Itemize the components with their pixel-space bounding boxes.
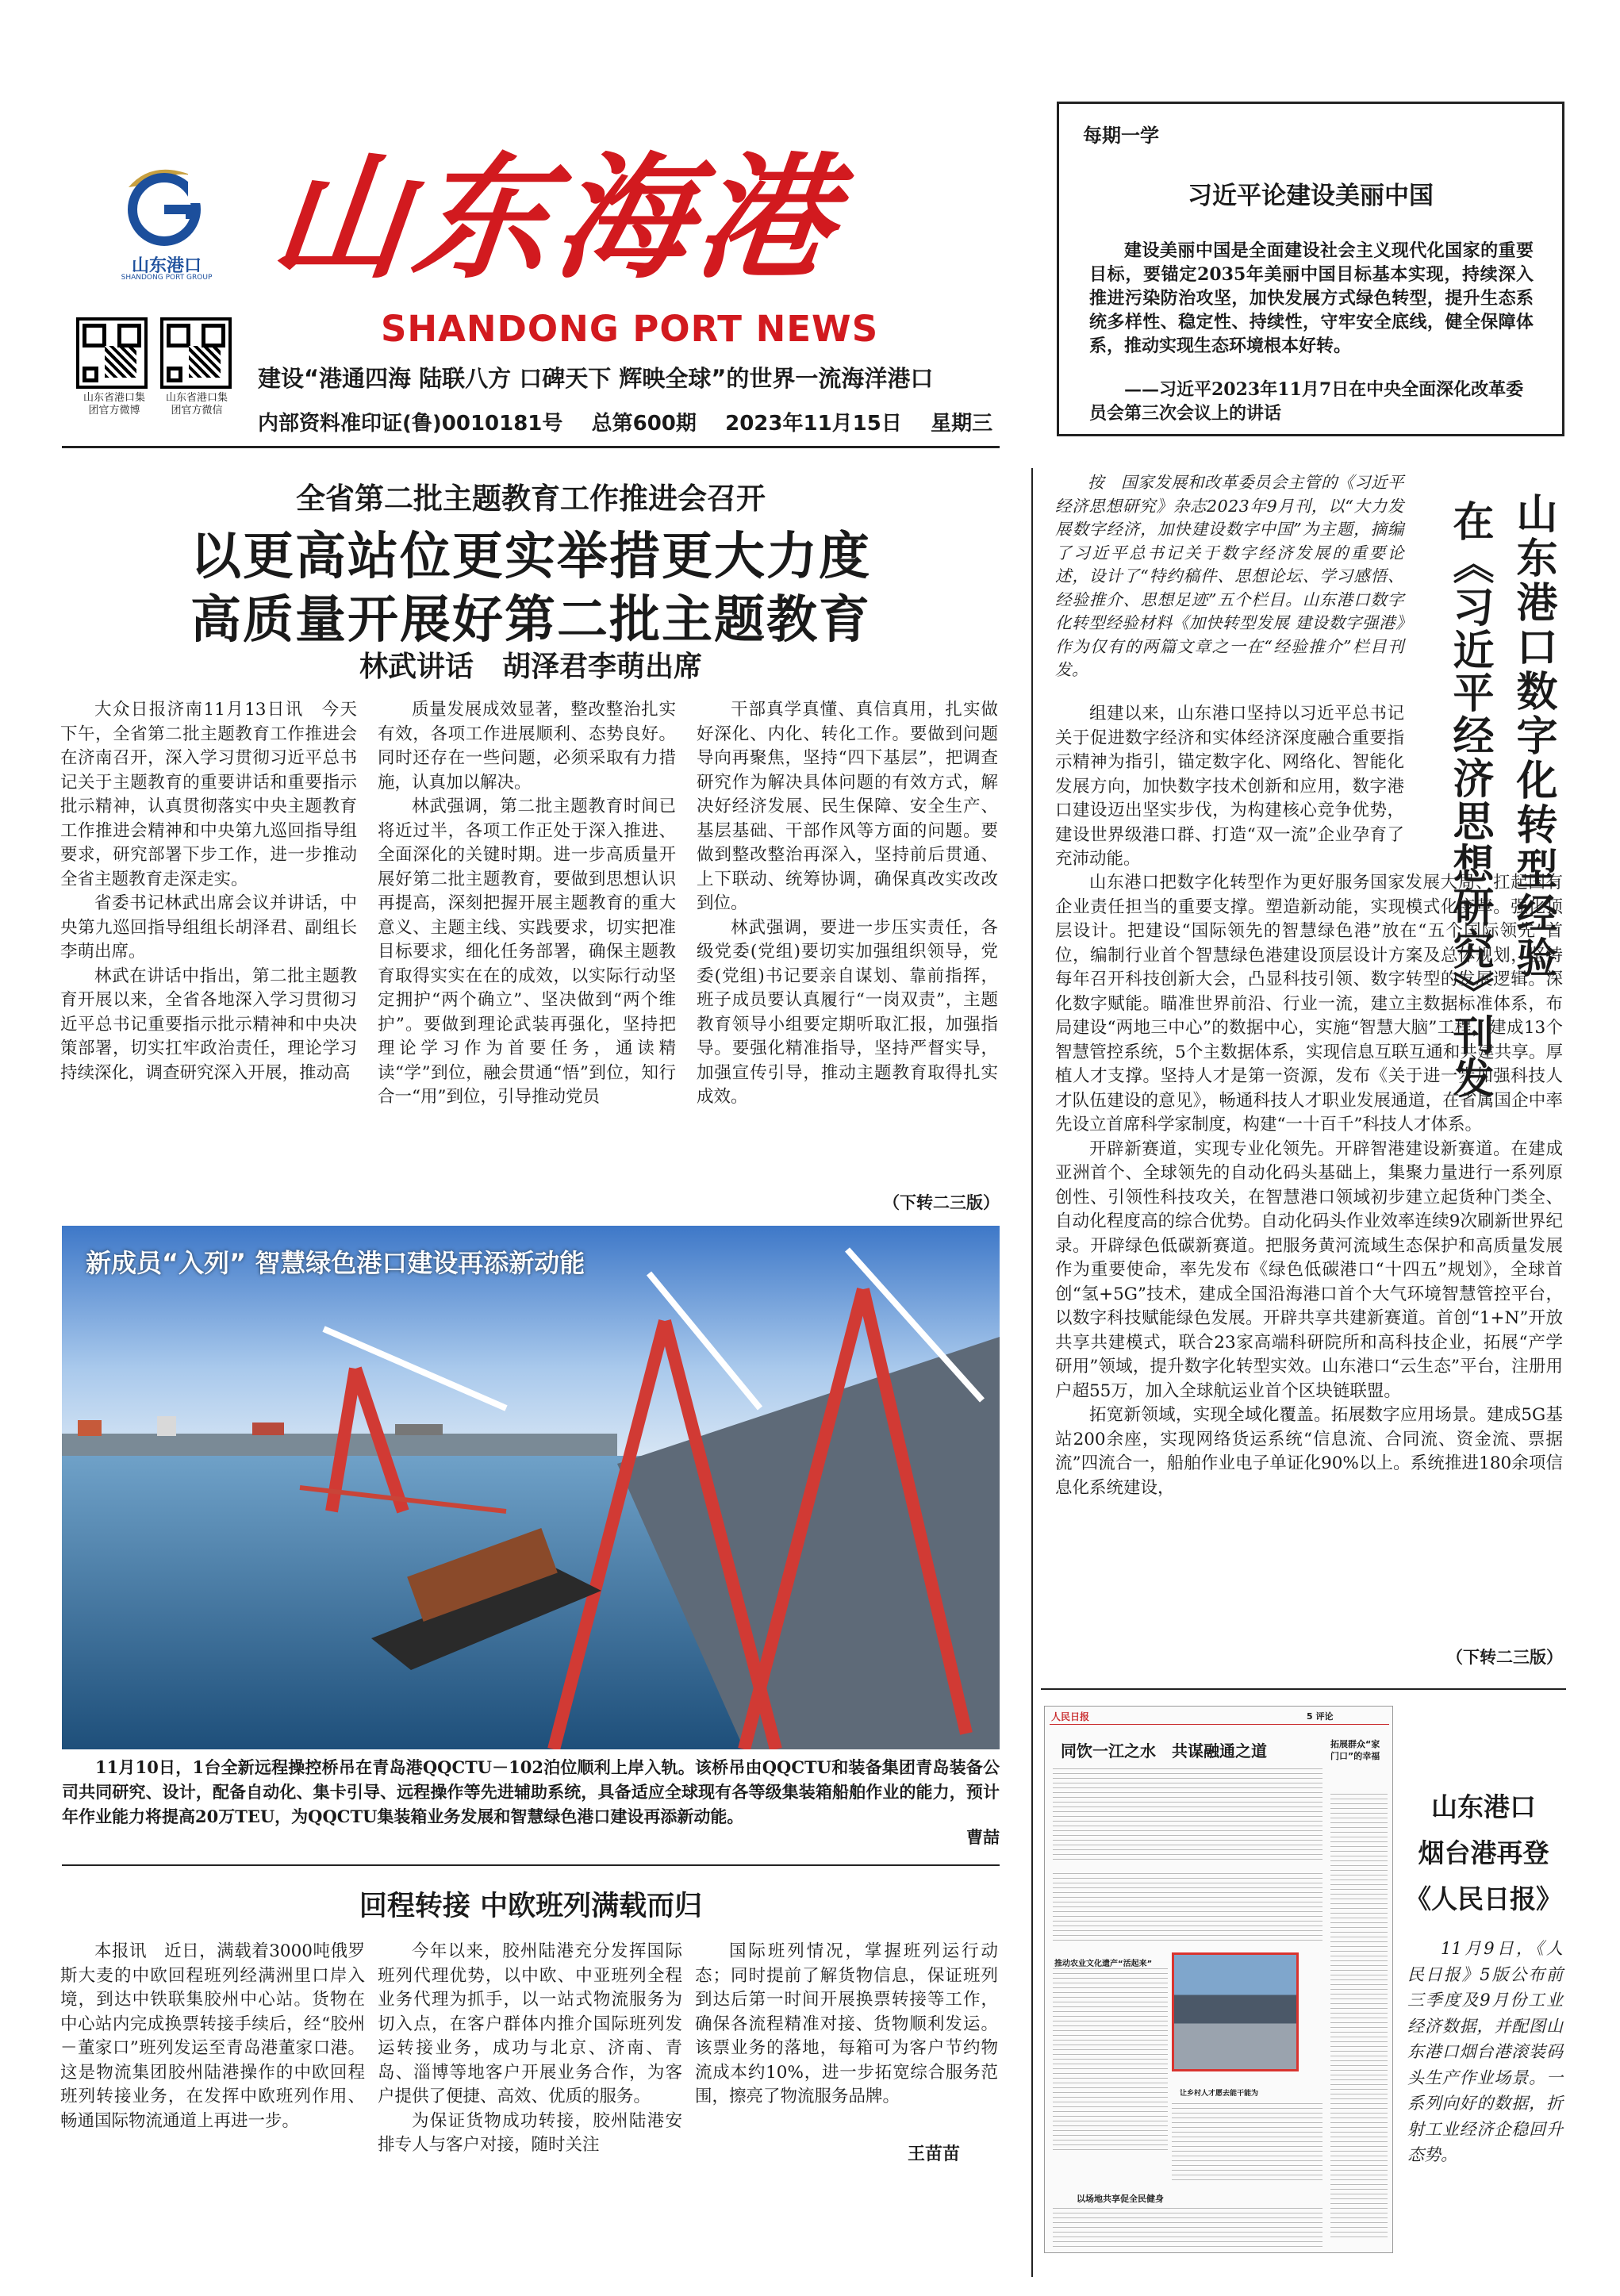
lead-kicker: 全省第二批主题教育工作推进会召开 bbox=[296, 482, 766, 516]
railway-paragraph: 今年以来，胶州陆港充分发挥国际班列代理优势，以中欧、中亚班列全程业务代理为抓手，以一站式物流服务为切入点，在客户群体内推介国际班列发运转接业务，成功与北京、济南、青岛、淄博等地客户开展业务合作，为客户提供了便捷、高效、优质的服务。 bbox=[378, 1941, 682, 2106]
qr-code-weibo bbox=[76, 317, 148, 389]
clip-side-head: 拓展群众“家门口”的幸福 bbox=[1330, 1739, 1380, 1761]
clip-section: 5 评论 bbox=[1307, 1711, 1334, 1722]
photo-credit: 曹喆 bbox=[966, 1827, 1000, 1847]
clip-bottom-head: 以场地共享促全民健身 bbox=[1077, 2194, 1164, 2204]
digital-note: 按 国家发展和改革委员会主管的《习近平经济思想研究》杂志2023年9月刊，以“大力发展数字经济，加快建设数字中国”为主题，摘编了习近平总书记关于数字经济发展的重要论述，设计了“特约稿件、思想论坛、学习感悟、经验推介、思想足迹”五个栏目。山东港口数字化转型经验材料《加快转型发展 建设数字强港》作为仅有的两篇文章之一在“经验推介”栏目刊发。 bbox=[1055, 473, 1404, 679]
lead-column-2 bbox=[378, 698, 676, 1222]
quote-tag: 每期一学 bbox=[1083, 125, 1159, 147]
quote-body: 建设美丽中国是全面建设社会主义现代化国家的重要目标，要锚定2035年美丽中国目标基本实现，持续深入推进污染防治攻坚，加快发展方式绿色转型，提升生态系统多样性、稳定性、持续性，守牢安全底线，健全保障体系，推动实现生态环境根本好转。 bbox=[1089, 240, 1534, 356]
port-crane-photo bbox=[62, 1226, 1000, 1749]
column-rule bbox=[1031, 468, 1033, 2277]
qr-code-wechat bbox=[160, 317, 232, 389]
digital-body-top: 组建以来，山东港口坚持以习近平总书记关于促进数字经济和实体经济深度融合重要指示精神为指引，锚定数字化、网络化、智能化发展方向，加快数字技术创新和应用，数字港口建设迈出坚实步伐，为构建核心竞争优势，建设世界级港口群、打造“双一流”企业孕育了充沛动能。 bbox=[1055, 704, 1404, 869]
lead-jump: （下转二三版） bbox=[883, 1192, 1000, 1212]
digital-paragraph: 开辟新赛道，实现专业化领先。开辟智港建设新赛道。在建成亚洲首个、全球领先的自动化码头基础上，集聚力量进行一系列原创性、引领性科技攻关，在智慧港口领域初步建立起货种门类全、自动化程度高的综合优势。自动化码头作业效率连续9次刷新世界纪录。开辟绿色低碳新赛道。把服务黄河流域生态保护和高质量发展作为重要使命，率先发布《绿色低碳港口“十四五”规划》，全球首创“氢+5G”技术，建成全国沿海港口首个大气环境智慧管控平台，以数字科技赋能绿色发展。开辟共享共建新赛道。首创“1+N”开放共享共建模式，联合23家高端科研院所和高科技企业，拓展“产学研用”领域，提升数字化转型实效。山东港口“云生态”平台，注册用户超55万，加入全球航运业首个区块链联盟。 bbox=[1055, 1138, 1563, 1401]
lead-paragraph: 省委书记林武出席会议并讲话，中央第九巡回指导组组长胡泽君、副组长李萌出席。 bbox=[60, 893, 357, 962]
people-daily-headline-2: 烟台港再登 bbox=[1418, 1837, 1549, 1868]
clip-photo-frame bbox=[1172, 1952, 1299, 2071]
clip-headline: 同饮一江之水 共谋融通之道 bbox=[1061, 1741, 1267, 1760]
logo-subtext: SHANDONG PORT GROUP bbox=[121, 274, 213, 282]
railway-author: 王苗苗 bbox=[907, 2144, 960, 2164]
quote-box bbox=[1057, 102, 1564, 436]
photo-caption: 11月10日，1台全新远程操控桥吊在青岛港QQCTU－102泊位顺利上岸入轨。该桥吊由QQCTU和装备集团青岛装备公司共同研究、设计，配备自动化、集卡引导、远程操作等先进辅助系统，具备适应全球现有各等级集装箱船舶作业的能力，预计年作业能力将提高20万TEU，为QQCTU集装箱业务发展和智慧绿色港口建设再添新动能。 bbox=[62, 1757, 1000, 1826]
lead-headline-2: 高质量开展好第二批主题教育 bbox=[190, 591, 871, 650]
quote-title: 习近平论建设美丽中国 bbox=[1188, 182, 1434, 210]
lead-paragraph: 林武在讲话中指出，第二批主题教育开展以来，全省各地深入学习贯彻习近平总书记重要指示批示精神和中央决策部署，切实扛牢政治责任，理论学习持续深化，调查研究深入开展，推动高 bbox=[60, 966, 357, 1083]
logo-text: 山东港口 bbox=[131, 256, 202, 276]
issue-weekday: 星期三 bbox=[931, 412, 993, 436]
railway-headline: 回程转接 中欧班列满载而归 bbox=[359, 1891, 703, 1922]
people-daily-body: 11月9日，《人民日报》5版公布前三季度及9月份工业经济数据，并配图山东港口烟台港滚装码头生产作业场景。一系列向好的数据，折射工业经济企稳回升态势。 bbox=[1407, 1939, 1563, 2164]
clip-text-lines bbox=[1053, 1768, 1322, 1864]
masthead-title-en: SHANDONG PORT NEWS bbox=[381, 308, 879, 350]
logo-icon bbox=[113, 155, 216, 247]
lead-column-1 bbox=[60, 698, 357, 1222]
lead-paragraph: 林武强调，第二批主题教育时间已将近过半，各项工作正处于深入推进、全面深化的关键时期。进一步高质量开展好第二批主题教育，要做到思想认识再提高，深刻把握开展主题教育的重大意义、主题主线、实践要求，切实把准目标要求，细化任务部署，确保主题教育取得实实在在的成效，以实际行动坚定拥护“两个确立”、坚决做到“两个维护”。要做到理论武装再强化，坚持把理论学习作为首要任务，通读精读“学”到位，融会贯通“悟”到位，知行合一“用”到位，引导推动党员 bbox=[378, 797, 676, 1107]
railway-column-1: 本报讯 近日，满载着3000吨俄罗斯大麦的中欧回程班列经满洲里口岸入境，到达中铁联集胶州中心站。货物在中心站内完成换票转接手续后，经“胶州－董家口”班列发运至青岛港董家口港。这是物流集团胶州陆港操作的中欧回程班列转接业务，在发挥中欧班列作用、畅通国际物流通道上再进一步。 bbox=[60, 1941, 365, 2131]
railway-paragraph: 为保证货物成功转接，胶州陆港安排专人与客户对接，随时关注 bbox=[378, 2110, 682, 2155]
digital-jump: （下转二三版） bbox=[1396, 1645, 1563, 1668]
masthead-title: 山东海港 bbox=[265, 139, 847, 298]
masthead-divider bbox=[62, 446, 1000, 448]
lead-paragraph: 干部真学真懂、真信真用，扎实做好深化、内化、转化工作。要做到问题导向再聚焦，坚持“四下基层”，把调查研究作为解决具体问题的有效方式，解决好经济发展、民生保障、安全生产、基层基础、干部作风等方面的问题。要做到整改整治再深入，坚持前后贯通、上下联动、统筹协调，确保真改实改改到位。 bbox=[697, 700, 998, 913]
lead-column-3 bbox=[697, 698, 998, 1174]
railway-column-2 bbox=[378, 1940, 682, 2158]
people-daily-headline-1: 山东港口 bbox=[1431, 1791, 1536, 1822]
lead-paragraph: 大众日报济南11月13日讯 今天下午，全省第二批主题教育工作推进会在济南召开，深入学习贯彻习近平总书记关于主题教育的重要讲话和重要指示批示精神，认真贯彻落实中央主题教育工作推进会精神和中央第九巡回指导组要求，研究部署下步工作，进一步推动全省主题教育走深走实。 bbox=[60, 700, 357, 889]
digital-body-main bbox=[1055, 871, 1563, 1500]
section-divider bbox=[62, 1864, 1000, 1866]
issue-line bbox=[258, 407, 992, 436]
section-divider-right bbox=[1041, 1688, 1566, 1690]
digital-paragraph: 拓宽新领域，实现全域化覆盖。拓展数字应用场景。建成5G基站200余座，实现网络货运系统“信息流、合同流、资金流、票据流”四流合一，船舶作业电子单证化90%以上。系统推进180余项信息化系统建设， bbox=[1055, 1405, 1563, 1498]
masthead-slogan: 建设“港通四海 陆联八方 口碑天下 辉映全球”的世界一流海洋港口 bbox=[258, 365, 934, 392]
lead-paragraph: 林武强调，要进一步压实责任，各级党委(党组)要切实加强组织领导，党委(党组)书记要亲自谋划、靠前指挥，班子成员要认真履行“一岗双责”，主题教育领导小组要定期听取汇报，加强指导。要强化精准指导，坚持严督实导，加强宣传引导，推动主题教育取得扎实成效。 bbox=[697, 917, 998, 1107]
photo-feature-title: 新成员“入列” 智慧绿色港口建设再添新动能 bbox=[86, 1248, 585, 1278]
lead-subhead: 林武讲话 胡泽君李萌出席 bbox=[359, 651, 702, 683]
clip-photo-headline: 推动农业文化遗产“活起来” bbox=[1054, 1960, 1153, 1968]
permit-number: 内部资料准印证(鲁)0010181号 bbox=[258, 412, 563, 436]
clip-right-head: 让乡村人才愿去能干能为 bbox=[1180, 2090, 1259, 2098]
qr-label-weibo: 山东省港口集团官方微博 bbox=[83, 392, 145, 417]
people-daily-headline-3: 《人民日报》 bbox=[1405, 1883, 1562, 1914]
lead-paragraph: 质量发展成效显著，整改整治扎实有效，各项工作进展顺利、态势良好。同时还存在一些问题，必须采取有力措施，认真加以解决。 bbox=[378, 700, 676, 793]
masthead bbox=[0, 0, 1031, 460]
issue-number: 总第600期 bbox=[591, 412, 697, 436]
digital-headline-1: 山东港口数字化转型经验 bbox=[1509, 492, 1557, 981]
qr-label-wechat: 山东省港口集团官方微信 bbox=[165, 392, 228, 417]
railway-column-3: 国际班列情况，掌握班列运行动态；同时提前了解货物信息，保证班列到达后第一时间开展换票转接等工作，确保各流程精准对接、货物顺利发运。该票业务的落地，每箱可为客户节约物流成本约10%，进一步拓宽综合服务范围，擦亮了物流服务品牌。 bbox=[695, 1941, 998, 2106]
clip-masthead: 人民日报 bbox=[1051, 1711, 1090, 1722]
digital-paragraph: 山东港口把数字化转型作为更好服务国家发展大局、扛起国有企业责任担当的重要支撑。塑造新动能，实现模式化变革。强化顶层设计。把建设“国际领先的智慧绿色港”放在“五个国际领先”首位，编制行业首个智慧绿色港建设顶层设计方案及总体规划，坚持每年召开科技创新大会，凸显科技引领、数字转型的发展逻辑。深化数字赋能。瞄准世界前沿、行业一流，建立主数据标准体系，布局建设“两地三中心”的数据中心，实施“智慧大脑”工程，建成13个智慧管控系统，5个主数据体系，实现信息互联互通和共建共享。厚植人才支撑。坚持人才是第一资源，发布《关于进一步加强科技人才队伍建设的意见》，畅通科技人才职业发展通道，在省属国企中率先设立首席科学家制度，构建“一十百千”科技人才体系。 bbox=[1055, 873, 1563, 1135]
issue-date: 2023年11月15日 bbox=[725, 412, 902, 436]
newspaper-clipping bbox=[1044, 1706, 1393, 2253]
lead-headline-1: 以更高站位更实举措更大力度 bbox=[190, 528, 871, 586]
digital-headline-2: 在《习近平经济思想研究》刊发 bbox=[1445, 500, 1493, 1100]
quote-source: ——习近平2023年11月7日在中央全面深化改革委员会第三次会议上的讲话 bbox=[1089, 379, 1524, 424]
